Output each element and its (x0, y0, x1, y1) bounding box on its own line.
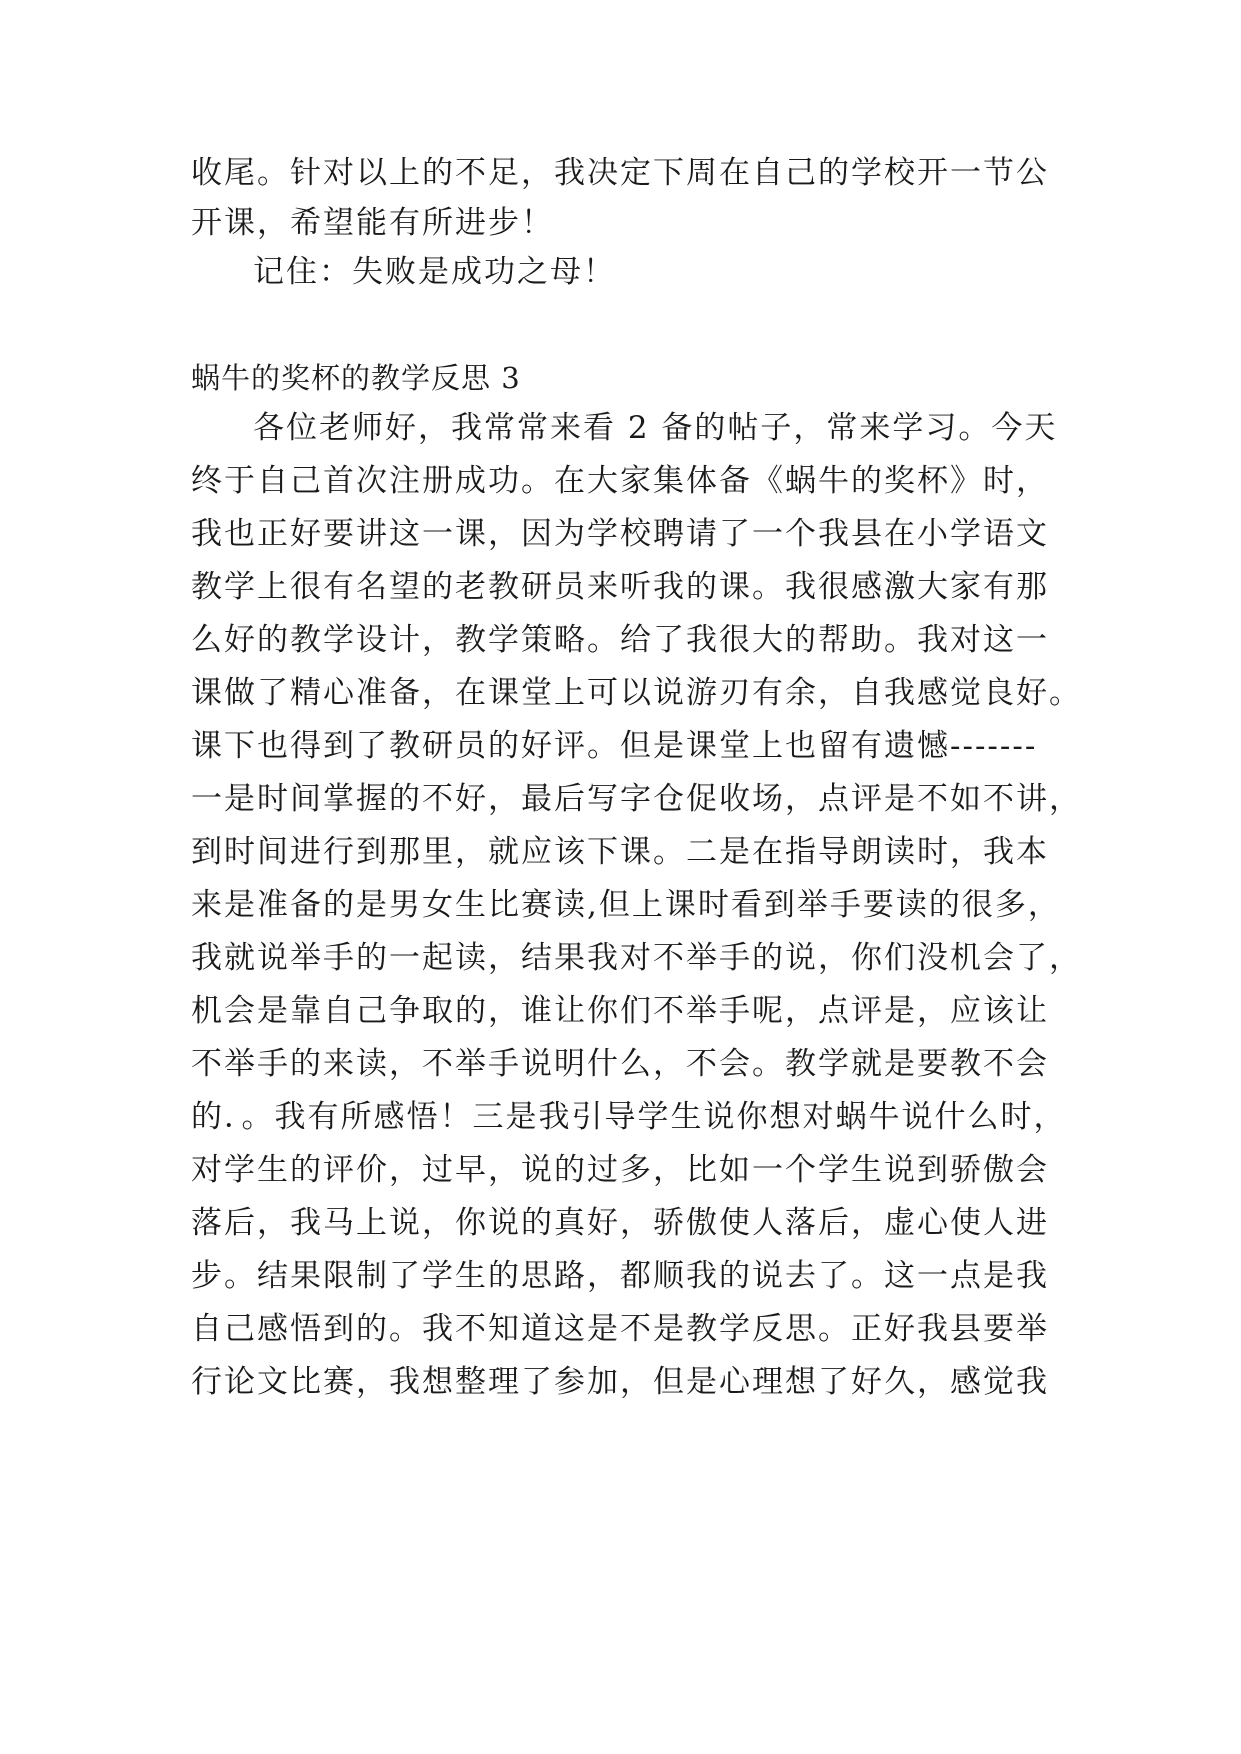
paragraph-line: 开课，希望能有所进步！ (191, 205, 554, 241)
paragraph-line: 收尾。针对以上的不足，我决定下周在自己的学校开一节公 (191, 155, 1049, 191)
paragraph-line: 行论文比赛，我想整理了参加，但是心理想了好久，感觉我 (191, 1364, 1049, 1400)
paragraph-line: 来是准备的是男女生比赛读,但上课时看到举手要读的很多， (191, 887, 1061, 923)
paragraph-line: 机会是靠自己争取的，谁让你们不举手呢，点评是，应该让 (191, 993, 1049, 1029)
paragraph-line: 么好的教学设计，教学策略。给了我很大的帮助。我对这一 (191, 622, 1049, 658)
paragraph-line: 落后，我马上说，你说的真好，骄傲使人落后，虚心使人进 (191, 1205, 1049, 1241)
paragraph-line: 课做了精心准备，在课堂上可以说游刃有余，自我感觉良好。 (191, 675, 1082, 711)
paragraph-line: 教学上很有名望的老教研员来听我的课。我很感激大家有那 (191, 569, 1049, 605)
paragraph-line: 步。结果限制了学生的思路，都顺我的说去了。这一点是我 (191, 1258, 1049, 1294)
motto-line: 记住：失败是成功之母！ (253, 254, 616, 290)
paragraph-line: 终于自己首次注册成功。在大家集体备《蜗牛的奖杯》时， (191, 463, 1049, 499)
paragraph-line: 课下也得到了教研员的好评。但是课堂上也留有遗憾------- (191, 728, 1038, 764)
paragraph-line: 的．。我有所感悟！三是我引导学生说你想对蜗牛说什么时， (191, 1099, 1067, 1135)
paragraph-line: 我就说举手的一起读，结果我对不举手的说，你们没机会了， (191, 940, 1082, 976)
paragraph-line: 对学生的评价，过早，说的过多，比如一个学生说到骄傲会 (191, 1152, 1049, 1188)
paragraph-line: 不举手的来读，不举手说明什么，不会。教学就是要教不会 (191, 1046, 1049, 1082)
section-title: 蜗牛的奖杯的教学反思 3 (191, 361, 521, 395)
paragraph-line: 一是时间掌握的不好，最后写字仓促收场，点评是不如不讲， (191, 781, 1082, 817)
paragraph-line: 我也正好要讲这一课，因为学校聘请了一个我县在小学语文 (191, 516, 1049, 552)
paragraph-line: 各位老师好，我常常来看 2 备的帖子，常来学习。今天 (253, 410, 1058, 446)
paragraph-line: 自己感悟到的。我不知道这是不是教学反思。正好我县要举 (191, 1311, 1049, 1347)
paragraph-line: 到时间进行到那里，就应该下课。二是在指导朗读时，我本 (191, 834, 1049, 870)
